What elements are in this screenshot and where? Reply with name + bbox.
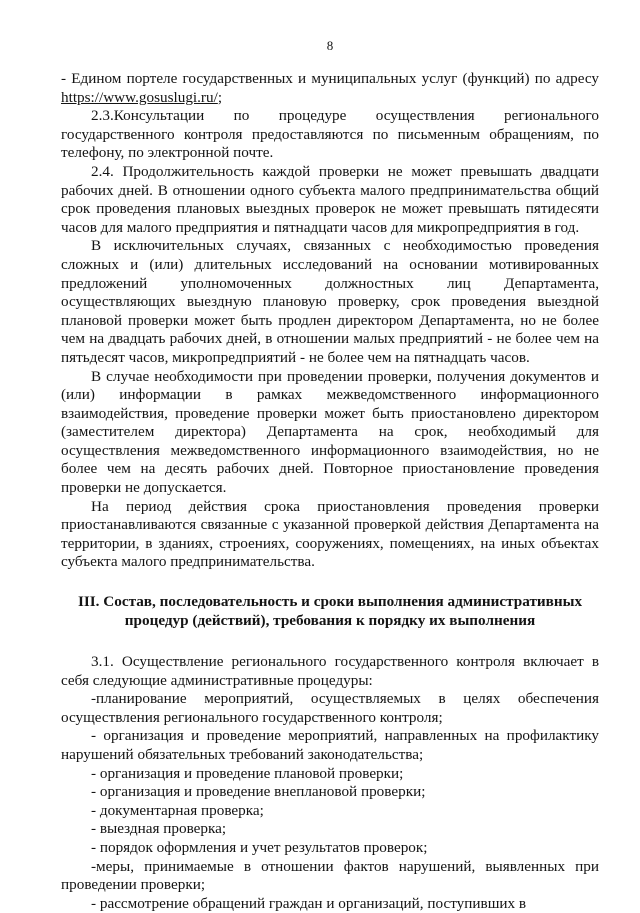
intro-paragraph — [61, 70, 599, 107]
list-item: -планирование мероприятий, осуществляемых в целях обеспечения осуществления регионального государственного контроля; — [61, 690, 599, 726]
list-item: - порядок оформления и учет результатов проверок; — [91, 838, 428, 856]
intro-text: - Едином портеле государственных и муниципальных услуг (функций) по адресу — [61, 70, 599, 87]
paragraph-necessity: В случае необходимости при проведении проверки, получения документов и (или) информации в рамках межведомственного информационного взаимодействия, проведение проверки может быть приостановлено директором (заместителем директора) Департамента на срок, необходимый для осуществления межведомственного информационного взаимодействия, но не более чем на десять рабочих дней. Повторное приостановление проведения проверки не допускается. — [61, 367, 599, 497]
list-item: - выездная проверка; — [91, 820, 227, 838]
list-item: - организация и проведение внеплановой проверки; — [91, 783, 426, 801]
list-item: - рассмотрение обращений граждан и организаций, поступивших в — [91, 894, 527, 912]
list-item: - организация и проведение мероприятий, направленных на профилактику нарушений обязательных требований законодательства; — [61, 727, 599, 763]
list-item: - организация и проведение плановой проверки; — [91, 764, 404, 782]
paragraph-2-3: 2.3.Консультации по процедуре осуществления регионального государственного контроля предоставляются по письменным обращениям, по телефону, по электронной почте. — [61, 107, 599, 162]
paragraph-exceptional-cases: В исключительных случаях, связанных с необходимостью проведения сложных и (или) длительных исследований на основании мотивированных предложений уполномоченных должностных лиц Департамента, осуществляющих выездную плановую проверку, срок проведения выездной плановой проверки может быть продлен директором Департамента, но не более чем на двадцать рабочих дней, в отношении малых предприятий - не более чем на пятьдесят часов, микропредприятий - не более чем на пятнадцать часов. — [61, 237, 599, 366]
intro-text-end: ; — [217, 88, 223, 106]
gosuslugi-link[interactable]: https://www.gosuslugi.ru/ — [61, 88, 218, 106]
page-number: 8 — [326, 38, 334, 53]
procedures-list — [61, 690, 599, 913]
paragraph-2-4: 2.4. Продолжительность каждой проверки не может превышать двадцати рабочих дней. В отношении одного субъекта малого предпринимательства общий срок проведения плановых выездных проверок не может превышать пятидесяти часов для малого предприятия и пятнадцати часов для микропредприятия в год. — [61, 162, 599, 236]
list-item: -меры, принимаемые в отношении фактов нарушений, выявленных при проведении проверки; — [61, 857, 599, 894]
list-item: - документарная проверка; — [91, 801, 264, 819]
section-title: III. Состав, последовательность и сроки выполнения административных процедур (действий), требования к порядку их выполнения — [77, 593, 583, 630]
paragraph-3-1: 3.1. Осуществление регионального государственного контроля включает в себя следующие административные процедуры: — [61, 653, 599, 689]
paragraph-suspension: На период действия срока приостановления проведения проверки приостанавливаются связанные с указанной проверкой действия Департамента на территории, в зданиях, строениях, сооружениях, помещениях, на иных объектах субъекта малого предпринимательства. — [61, 497, 599, 571]
